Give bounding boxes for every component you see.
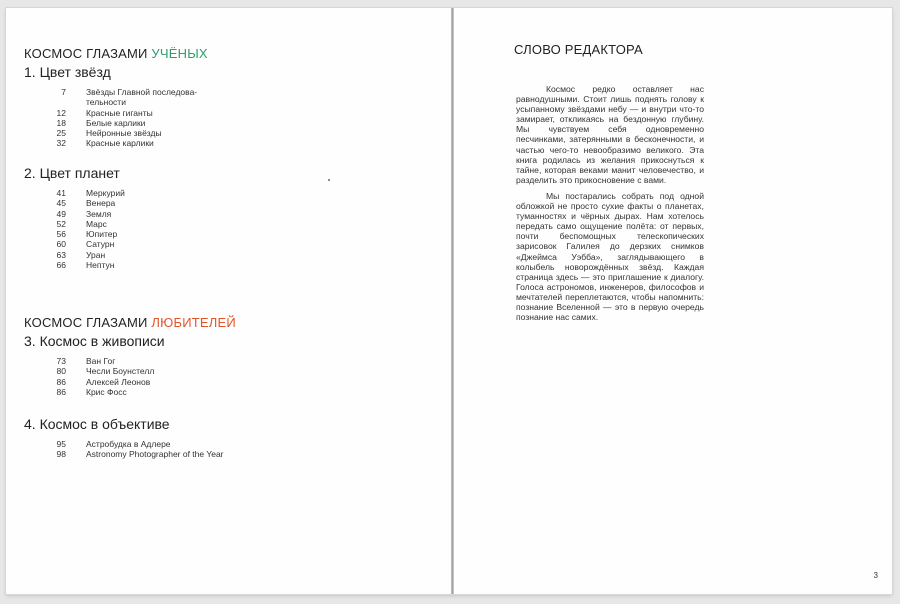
toc-text: Меркурий <box>86 188 125 198</box>
section-heading-prefix: КОСМОС ГЛАЗАМИ <box>24 315 152 330</box>
section-heading-accent: УЧЁНЫХ <box>151 46 208 61</box>
toc-page: 86 <box>56 376 66 387</box>
toc-page: 18 <box>56 117 66 128</box>
right-page-editorial <box>454 8 892 594</box>
toc-page: 80 <box>56 366 66 377</box>
chapter-title: 3. Космос в живописи <box>24 333 165 349</box>
toc-text: Белые карлики <box>86 117 146 128</box>
toc-page: 56 <box>56 229 66 240</box>
toc-page: 60 <box>56 239 66 250</box>
toc-entry <box>46 198 246 208</box>
toc-text: Красные карлики <box>86 138 154 149</box>
chapter-title: 4. Космос в объективе <box>24 416 170 432</box>
toc-text: Чесли Боунстелл <box>86 366 155 377</box>
toc-page: 49 <box>56 208 66 219</box>
toc-page: 7 <box>61 87 66 97</box>
toc-entry <box>46 377 246 387</box>
section-heading-prefix: КОСМОС ГЛАЗАМИ <box>24 46 152 61</box>
editor-paragraph: Мы постарались собрать под одной обложкой не просто сухие факты о планетах, туманностях и чёрных дырах. Нам хотелось передать само ощущение полёта: от первых, почти беспомощных телескопических зарисовок Галилея до дерзких снимков «Джеймса Уэбба», заглядывающего в колыбель новорождённых звёзд. Каждая страница здесь — это приглашение к диалогу. Голоса астрономов, инженеров, философов и мечтателей переплетаются, чтобы напомнить: познание Вселенной — это в первую очередь познание нас самих. <box>516 190 704 323</box>
toc-entry <box>46 128 246 138</box>
toc-entry <box>46 439 246 449</box>
toc-text: Юпитер <box>86 229 118 240</box>
toc-text: Нейронные звёзды <box>86 128 162 139</box>
section-heading-amateurs <box>24 315 236 330</box>
toc-text: Сатурн <box>86 239 115 250</box>
toc-page: 73 <box>56 356 66 366</box>
toc-text: тельности <box>86 97 126 108</box>
toc-text: Astronomy Photographer of the Year <box>86 449 224 460</box>
toc-page: 52 <box>56 218 66 229</box>
editor-text <box>516 84 704 328</box>
toc-entry <box>46 138 246 148</box>
toc-page: 95 <box>56 439 66 449</box>
toc-page: 66 <box>56 260 66 271</box>
toc-text: Нептун <box>86 260 115 271</box>
toc-entry <box>46 260 246 270</box>
chapter-title: 1. Цвет звёзд <box>24 64 111 80</box>
toc-entry <box>46 219 246 229</box>
toc-page: 98 <box>56 449 66 460</box>
toc-text: Алексей Леонов <box>86 376 151 387</box>
toc-text: Красные гиганты <box>86 107 153 118</box>
toc-text: Крис Фосс <box>86 386 127 397</box>
toc-text: Астробудка в Адлере <box>86 439 171 449</box>
left-page-contents <box>6 8 451 594</box>
section-heading-accent: ЛЮБИТЕЛЕЙ <box>151 315 236 330</box>
book-spread <box>6 8 892 594</box>
toc-entry <box>46 97 246 107</box>
toc-list <box>46 87 246 149</box>
section-heading-scientists <box>24 46 208 61</box>
toc-page: 63 <box>56 249 66 260</box>
toc-entry <box>46 366 246 376</box>
editor-paragraph: Космос редко оставляет нас равнодушными. Стоит лишь поднять голову к усыпанному звёздами небу — и внутри что-то замирает, откликаясь на бездонную глубину. Мы чувствуем себя одновременно песчинками, затерянными в бесконечности, и частью чего-то невообразимо великого. Эта книга родилась из желания прикоснуться к тайне, которая веками манит человечество, и разделить это прикосновение с вами. <box>516 84 704 185</box>
toc-text: Уран <box>86 249 106 260</box>
toc-list <box>46 439 246 460</box>
toc-text: Звёзды Главной последова- <box>86 87 198 97</box>
page-number: 3 <box>873 571 878 580</box>
toc-entry <box>46 118 246 128</box>
toc-entry <box>46 87 246 97</box>
toc-text: Марс <box>86 218 107 229</box>
toc-page: 41 <box>56 188 66 198</box>
editor-title: СЛОВО РЕДАКТОРА <box>514 42 643 57</box>
toc-page: 86 <box>56 386 66 397</box>
printed-dot <box>328 179 330 181</box>
toc-entry <box>46 250 246 260</box>
toc-entry <box>46 188 246 198</box>
toc-page <box>46 97 66 107</box>
chapter-title: 2. Цвет планет <box>24 165 120 181</box>
toc-list <box>46 188 246 270</box>
toc-entry <box>46 356 246 366</box>
toc-page: 45 <box>56 198 66 209</box>
toc-page: 25 <box>56 128 66 139</box>
toc-list <box>46 356 246 397</box>
toc-text: Ван Гог <box>86 356 116 366</box>
toc-entry <box>46 209 246 219</box>
toc-page: 32 <box>56 138 66 149</box>
toc-text: Земля <box>86 208 112 219</box>
toc-entry <box>46 239 246 249</box>
toc-page: 12 <box>56 107 66 118</box>
toc-entry <box>46 108 246 118</box>
toc-entry <box>46 229 246 239</box>
toc-entry <box>46 387 246 397</box>
toc-text: Венера <box>86 198 116 209</box>
toc-entry <box>46 449 246 459</box>
